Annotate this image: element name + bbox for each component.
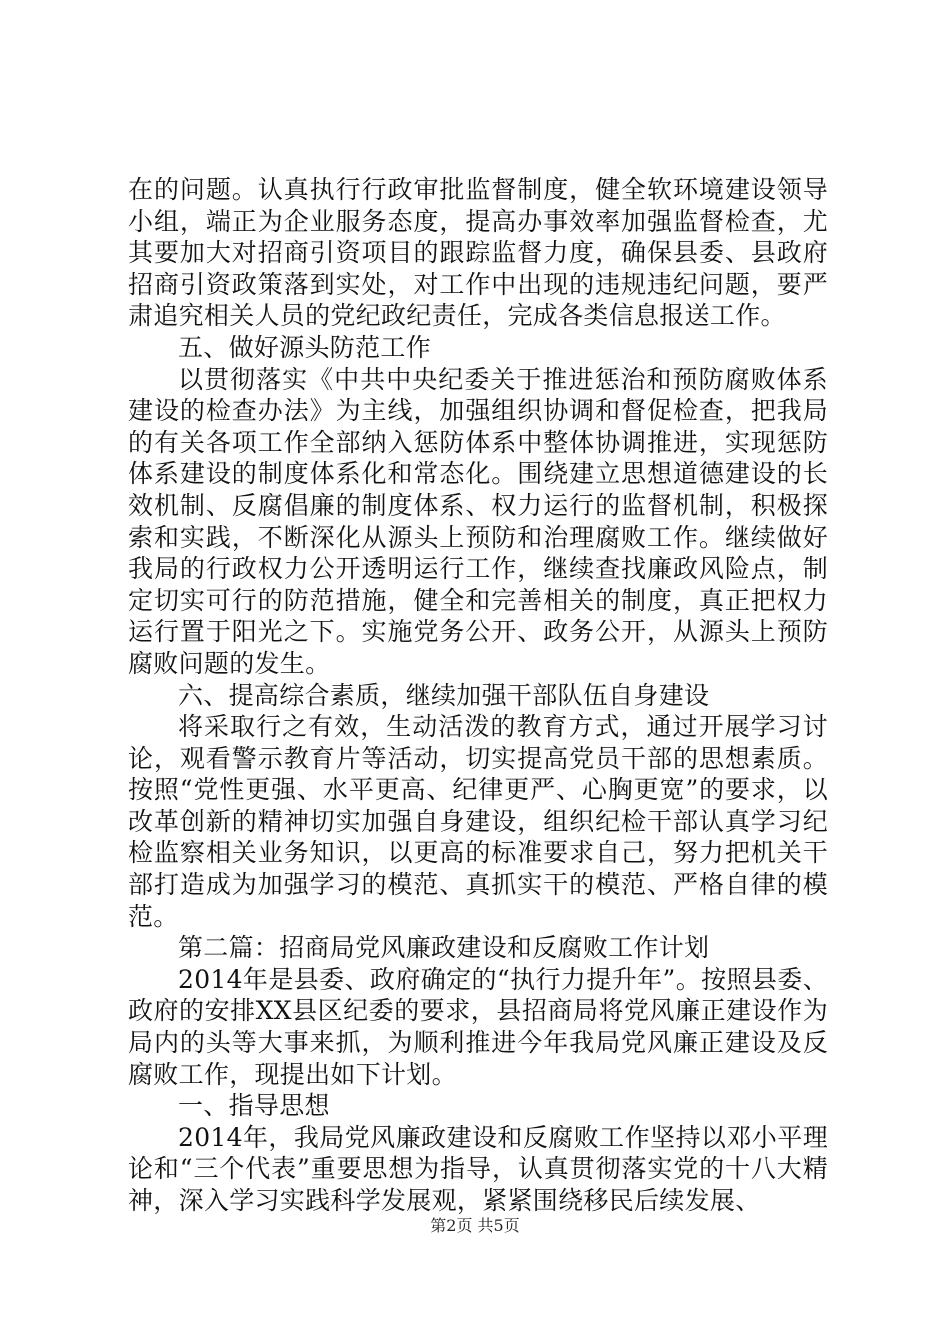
document-body (128, 174, 828, 1217)
paragraph-team-building: 将采取行之有效，生动活泼的教育方式，通过开展学习讨论，观看警示教育片等活动，切实提高党员干部的思想素质。按照“党性更强、水平更高、纪律更严、心胸更宽”的要求，以改革创新的精神切实加强自身建设，组织纪检干部认真学习纪检监察相关业务知识，以更高的标准要求自己，努力把机关干部打造成为加强学习的模范、真抓实干的模范、严格自律的模范。 (128, 712, 828, 931)
section-heading-5: 五、做好源头防范工作 (178, 332, 432, 362)
section-heading-guiding-thought: 一、指导思想 (178, 1091, 330, 1121)
chapter-heading-2: 第二篇：招商局党风廉政建设和反腐败工作计划 (178, 933, 710, 963)
paragraph-2014-intro: 2014年是县委、政府确定的“执行力提升年”。按照县委、政府的安排XX县区纪委的要求，县招商局将党风廉正建设作为局内的头等大事来抓，为顺利推进今年我局党风廉正建设及反腐败工作，现提出如下计划。 (128, 964, 828, 1089)
paragraph-continued: 在的问题。认真执行行政审批监督制度，健全软环境建设领导小组，端正为企业服务态度，提高办事效率加强监督检查，尤其要加大对招商引资项目的跟踪监督力度，确保县委、县政府招商引资政策落到实处，对工作中出现的违规违纪问题，要严肃追究相关人员的党纪政纪责任，完成各类信息报送工作。 (128, 175, 828, 331)
page-number-footer: 第2页 共5页 (430, 1216, 520, 1235)
paragraph-guiding-thought: 2014年，我局党风廉政建设和反腐败工作坚持以邓小平理论和“三个代表”重要思想为指导，认真贯彻落实党的十八大精神，深入学习实践科学发展观，紧紧围绕移民后续发展、 (128, 1122, 828, 1215)
section-heading-6: 六、提高综合素质，继续加强干部队伍自身建设 (178, 680, 710, 710)
paragraph-source-prevention: 以贯彻落实《中共中央纪委关于推进惩治和预防腐败体系建设的检查办法》为主线，加强组织协调和督促检查，把我局的有关各项工作全部纳入惩防体系中整体协调推进，实现惩防体系建设的制度体系化和常态化。围绕建立思想道德建设的长效机制、反腐倡廉的制度体系、权力运行的监督机制，积极探索和实践，不断深化从源头上预防和治理腐败工作。继续做好我局的行政权力公开透明运行工作，继续查找廉政风险点，制定切实可行的防范措施，健全和完善相关的制度，真正把权力运行置于阳光之下。实施党务公开、政务公开，从源头上预防腐败问题的发生。 (128, 364, 828, 678)
